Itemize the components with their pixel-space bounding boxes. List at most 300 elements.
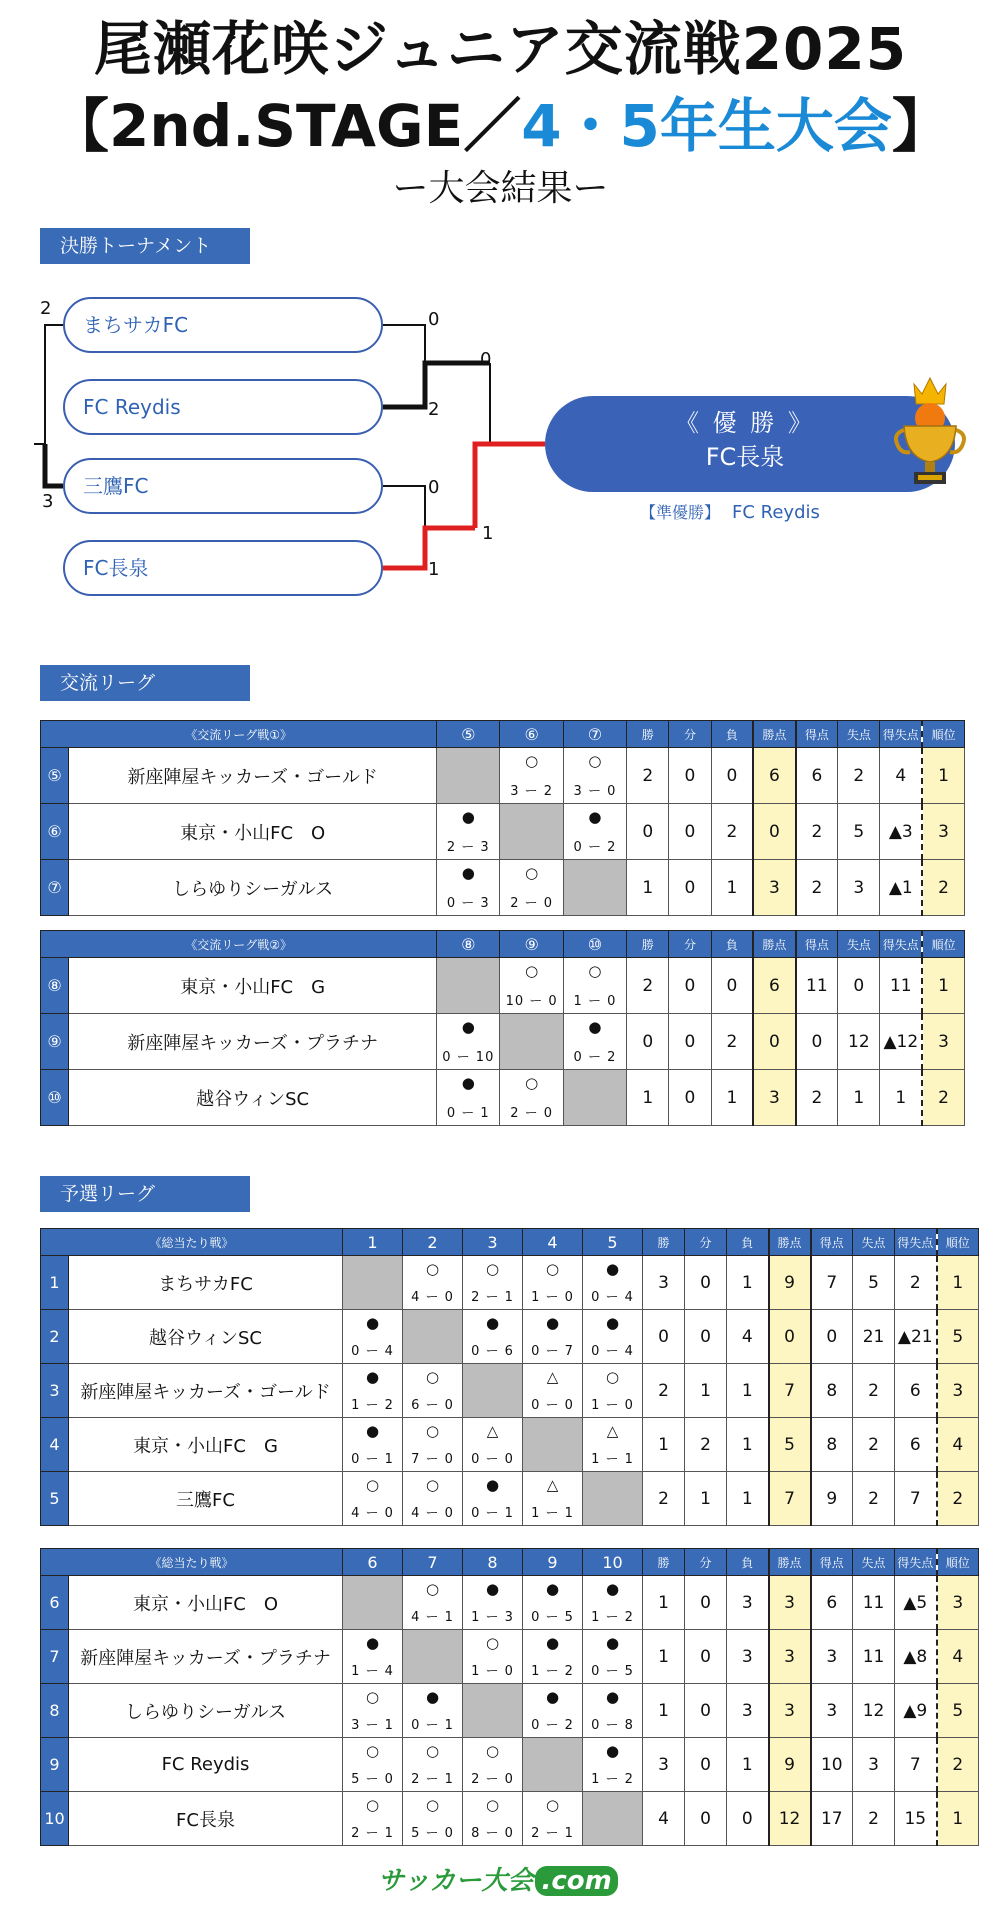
- result-mark: ○: [545, 1796, 560, 1814]
- row-number: 7: [41, 1630, 69, 1684]
- stat-goal-diff: ▲5: [895, 1576, 937, 1630]
- score-outer-top: 2: [40, 298, 52, 319]
- row-number: 4: [41, 1418, 69, 1472]
- match-result-cell: [403, 1472, 463, 1526]
- header-col-1: ⑥: [500, 721, 563, 748]
- table-row: [41, 1684, 979, 1738]
- team-name: 三鷹FC: [69, 1472, 343, 1526]
- header-stat-6: 得失点: [880, 931, 922, 958]
- result-score: 0 ー 6: [471, 1344, 514, 1359]
- score-m1-bottom: 2: [428, 399, 440, 420]
- runner-up: [640, 500, 820, 523]
- stat-wins: 1: [643, 1684, 685, 1738]
- header-stat-1: 分: [669, 721, 711, 748]
- self-match-cell: [437, 958, 500, 1014]
- stat-wins: 0: [627, 804, 669, 860]
- stat-losses: 1: [727, 1472, 769, 1526]
- self-match-cell: [463, 1684, 523, 1738]
- match-result-cell: [563, 958, 626, 1014]
- header-col-3: 4: [523, 1229, 583, 1256]
- bracket-line-final-bot: [475, 444, 545, 528]
- table-row: [41, 1310, 979, 1364]
- stat-draws: 0: [685, 1684, 727, 1738]
- result-mark: ●: [605, 1688, 620, 1706]
- subtitle-post: 】: [891, 92, 950, 160]
- stat-losses: 1: [727, 1418, 769, 1472]
- result-score: 0 ー 8: [591, 1718, 634, 1733]
- match-result-cell: [343, 1684, 403, 1738]
- stat-draws: 0: [685, 1630, 727, 1684]
- stat-draws: 0: [669, 958, 711, 1014]
- result-score: 0 ー 2: [573, 840, 617, 855]
- subtitle-pre: 【2nd.STAGE／: [51, 92, 522, 160]
- stat-rank: 5: [937, 1684, 979, 1738]
- trophy-icon: [892, 374, 968, 490]
- result-score: 1 ー 0: [531, 1290, 574, 1305]
- stat-goals-for: 7: [811, 1256, 853, 1310]
- stat-wins: 4: [643, 1792, 685, 1846]
- result-score: 2 ー 1: [471, 1290, 514, 1305]
- match-result-cell: [500, 860, 563, 916]
- match-result-cell: [583, 1256, 643, 1310]
- header-col-2: 3: [463, 1229, 523, 1256]
- header-stat-6: 得失点: [895, 1229, 937, 1256]
- stat-rank: 4: [937, 1418, 979, 1472]
- header-stat-4: 得点: [796, 721, 838, 748]
- stat-losses: 0: [727, 1792, 769, 1846]
- stat-goals-for: 11: [796, 958, 838, 1014]
- stat-goal-diff: ▲12: [880, 1014, 922, 1070]
- header-stat-5: 失点: [838, 721, 880, 748]
- team-name: しらゆりシーガルス: [69, 1684, 343, 1738]
- result-score: 2 ー 0: [510, 896, 554, 911]
- stat-goals-for: 6: [811, 1576, 853, 1630]
- self-match-cell: [463, 1364, 523, 1418]
- match-result-cell: [343, 1418, 403, 1472]
- result-score: 0 ー 5: [531, 1610, 574, 1625]
- self-match-cell: [343, 1256, 403, 1310]
- match-result-cell: [463, 1630, 523, 1684]
- result-mark: ○: [425, 1476, 440, 1494]
- stat-goals-for: 6: [796, 748, 838, 804]
- stat-points: 7: [769, 1364, 811, 1418]
- match-result-cell: [583, 1310, 643, 1364]
- stat-wins: 0: [627, 1014, 669, 1070]
- result-score: 1 ー 0: [591, 1398, 634, 1413]
- result-score: 1 ー 1: [591, 1452, 634, 1467]
- result-score: 0 ー 5: [591, 1664, 634, 1679]
- stat-points: 6: [753, 748, 795, 804]
- result-mark: ○: [545, 1260, 560, 1278]
- footer-logo-suffix: .com: [535, 1866, 617, 1896]
- match-result-cell: [437, 1014, 500, 1070]
- result-score: 1 ー 4: [351, 1664, 394, 1679]
- match-result-cell: [403, 1792, 463, 1846]
- score-final-top: 0: [480, 349, 492, 370]
- result-mark: ●: [425, 1688, 440, 1706]
- self-match-cell: [583, 1472, 643, 1526]
- result-mark: ○: [425, 1422, 440, 1440]
- result-score: 5 ー 0: [351, 1772, 394, 1787]
- header-stat-3: 勝点: [753, 721, 795, 748]
- result-score: 0 ー 4: [591, 1344, 634, 1359]
- bracket-team-3: 三鷹FC: [63, 458, 383, 514]
- result-score: 0 ー 1: [411, 1718, 454, 1733]
- header-title: 《交流リーグ戦②》: [41, 931, 437, 958]
- stat-goals-for: 17: [811, 1792, 853, 1846]
- result-mark: ○: [485, 1796, 500, 1814]
- header-stat-2: 負: [711, 721, 753, 748]
- header-title: 《交流リーグ戦①》: [41, 721, 437, 748]
- result-score: 1 ー 2: [351, 1398, 394, 1413]
- stat-goal-diff: ▲8: [895, 1630, 937, 1684]
- result-score: 0 ー 2: [531, 1718, 574, 1733]
- self-match-cell: [500, 804, 563, 860]
- result-score: 2 ー 3: [446, 840, 490, 855]
- team-name: まちサカFC: [69, 1256, 343, 1310]
- table-row: [41, 1070, 965, 1126]
- stat-draws: 1: [685, 1472, 727, 1526]
- stat-goals-against: 5: [838, 804, 880, 860]
- stat-draws: 0: [685, 1310, 727, 1364]
- stat-points: 5: [769, 1418, 811, 1472]
- match-result-cell: [463, 1256, 523, 1310]
- match-result-cell: [343, 1792, 403, 1846]
- result-score: 4 ー 0: [411, 1290, 454, 1305]
- stat-points: 9: [769, 1256, 811, 1310]
- header-stat-3: 勝点: [769, 1229, 811, 1256]
- table-header-row: [41, 721, 965, 748]
- section-qualifying-league: 予選リーグ: [40, 1176, 250, 1212]
- match-result-cell: [563, 1014, 626, 1070]
- match-result-cell: [343, 1472, 403, 1526]
- match-result-cell: [437, 1070, 500, 1126]
- stat-losses: 3: [727, 1630, 769, 1684]
- header-col-4: 10: [583, 1549, 643, 1576]
- result-score: 1 ー 0: [471, 1664, 514, 1679]
- result-mark: ●: [365, 1368, 380, 1386]
- match-result-cell: [500, 748, 563, 804]
- match-result-cell: [523, 1364, 583, 1418]
- stat-goals-for: 8: [811, 1364, 853, 1418]
- result-mark: ○: [425, 1742, 440, 1760]
- result-score: 3 ー 2: [510, 784, 554, 799]
- team-name: 新座陣屋キッカーズ・プラチナ: [69, 1014, 437, 1070]
- stat-goals-against: 5: [853, 1256, 895, 1310]
- result-score: 2 ー 1: [351, 1826, 394, 1841]
- self-match-cell: [583, 1792, 643, 1846]
- table-row: [41, 1472, 979, 1526]
- match-result-cell: [403, 1738, 463, 1792]
- match-result-cell: [403, 1576, 463, 1630]
- result-mark: ●: [545, 1314, 560, 1332]
- self-match-cell: [437, 748, 500, 804]
- self-match-cell: [563, 1070, 626, 1126]
- header-stat-0: 勝: [643, 1229, 685, 1256]
- result-score: 0 ー 2: [573, 1050, 617, 1065]
- footer-logo-text: サッカー大会: [378, 1866, 534, 1896]
- table-row: [41, 958, 965, 1014]
- result-score: 5 ー 0: [411, 1826, 454, 1841]
- header-col-2: ⑦: [563, 721, 626, 748]
- header-col-3: 9: [523, 1549, 583, 1576]
- result-score: 0 ー 7: [531, 1344, 574, 1359]
- result-mark: ●: [365, 1634, 380, 1652]
- stat-goals-against: 12: [838, 1014, 880, 1070]
- table-header-row: [41, 1229, 979, 1256]
- result-score: 2 ー 0: [471, 1772, 514, 1787]
- table-row: [41, 1014, 965, 1070]
- header-title: 《総当たり戦》: [41, 1549, 343, 1576]
- match-result-cell: [583, 1576, 643, 1630]
- stat-rank: 3: [937, 1576, 979, 1630]
- stat-rank: 3: [922, 804, 964, 860]
- result-mark: ●: [461, 1018, 475, 1036]
- header-stat-3: 勝点: [769, 1549, 811, 1576]
- result-mark: ○: [485, 1742, 500, 1760]
- match-result-cell: [523, 1792, 583, 1846]
- header-stat-5: 失点: [853, 1229, 895, 1256]
- match-result-cell: [523, 1630, 583, 1684]
- result-mark: ●: [545, 1634, 560, 1652]
- stat-draws: 0: [685, 1576, 727, 1630]
- table-row: [41, 804, 965, 860]
- team-name: しらゆりシーガルス: [69, 860, 437, 916]
- score-m2-top: 0: [428, 477, 440, 498]
- result-mark: ○: [485, 1634, 500, 1652]
- self-match-cell: [403, 1630, 463, 1684]
- stat-losses: 2: [711, 804, 753, 860]
- result-mark: △: [546, 1368, 559, 1386]
- result-mark: ○: [365, 1742, 380, 1760]
- header-col-0: ⑧: [437, 931, 500, 958]
- stat-goals-against: 0: [838, 958, 880, 1014]
- match-result-cell: [403, 1418, 463, 1472]
- stat-draws: 0: [669, 748, 711, 804]
- match-result-cell: [343, 1364, 403, 1418]
- stat-goals-against: 11: [853, 1576, 895, 1630]
- bracket-team-1: まちサカFC: [63, 297, 383, 353]
- stat-goal-diff: 6: [895, 1364, 937, 1418]
- footer-logo: [378, 1860, 618, 1897]
- bracket-team-4: FC長泉: [63, 540, 383, 596]
- result-score: 1 ー 3: [471, 1610, 514, 1625]
- stat-goals-against: 1: [838, 1070, 880, 1126]
- table-row: [41, 1738, 979, 1792]
- result-score: 0 ー 3: [446, 896, 490, 911]
- stat-goals-against: 2: [853, 1364, 895, 1418]
- stat-goal-diff: 6: [895, 1418, 937, 1472]
- stat-losses: 4: [727, 1310, 769, 1364]
- result-mark: ○: [425, 1796, 440, 1814]
- header-stat-7: 順位: [937, 1229, 979, 1256]
- stat-wins: 3: [643, 1256, 685, 1310]
- result-score: 2 ー 0: [510, 1106, 554, 1121]
- row-number: 2: [41, 1310, 69, 1364]
- row-number: 5: [41, 1472, 69, 1526]
- champion-team: FC長泉: [705, 443, 785, 471]
- match-result-cell: [563, 748, 626, 804]
- stat-goals-against: 2: [853, 1418, 895, 1472]
- stat-goal-diff: 4: [880, 748, 922, 804]
- stat-points: 3: [769, 1630, 811, 1684]
- stat-goals-for: 9: [811, 1472, 853, 1526]
- header-stat-4: 得点: [796, 931, 838, 958]
- result-mark: ●: [461, 1074, 475, 1092]
- header-col-1: 7: [403, 1549, 463, 1576]
- stat-losses: 0: [711, 748, 753, 804]
- match-result-cell: [563, 804, 626, 860]
- stat-draws: 0: [669, 1014, 711, 1070]
- header-stat-1: 分: [685, 1549, 727, 1576]
- match-result-cell: [523, 1472, 583, 1526]
- header-stat-6: 得失点: [895, 1549, 937, 1576]
- stat-goals-for: 0: [811, 1310, 853, 1364]
- stat-goals-against: 11: [853, 1630, 895, 1684]
- self-match-cell: [563, 860, 626, 916]
- stat-draws: 0: [685, 1792, 727, 1846]
- result-score: 3 ー 0: [573, 784, 617, 799]
- stat-rank: 1: [922, 958, 964, 1014]
- result-score: 3 ー 1: [351, 1718, 394, 1733]
- match-result-cell: [583, 1684, 643, 1738]
- result-score: 4 ー 0: [411, 1506, 454, 1521]
- table-row: [41, 1630, 979, 1684]
- result-mark: ●: [545, 1580, 560, 1598]
- match-result-cell: [403, 1364, 463, 1418]
- bracket-team-2: FC Reydis: [63, 379, 383, 435]
- header-col-0: ⑤: [437, 721, 500, 748]
- team-name: 東京・小山FC G: [69, 1418, 343, 1472]
- match-result-cell: [343, 1310, 403, 1364]
- result-score: 0 ー 4: [591, 1290, 634, 1305]
- match-result-cell: [463, 1472, 523, 1526]
- stat-goal-diff: 7: [895, 1738, 937, 1792]
- result-mark: ○: [605, 1368, 620, 1386]
- header-stat-1: 分: [685, 1229, 727, 1256]
- stat-points: 7: [769, 1472, 811, 1526]
- result-score: 4 ー 1: [411, 1610, 454, 1625]
- row-number: ⑩: [41, 1070, 69, 1126]
- stat-goals-for: 3: [811, 1630, 853, 1684]
- stat-losses: 2: [711, 1014, 753, 1070]
- result-mark: △: [486, 1422, 499, 1440]
- result-score: 2 ー 1: [411, 1772, 454, 1787]
- stat-draws: 0: [669, 1070, 711, 1126]
- stat-goal-diff: 7: [895, 1472, 937, 1526]
- row-number: ⑤: [41, 748, 69, 804]
- match-result-cell: [343, 1630, 403, 1684]
- stat-points: 3: [753, 1070, 795, 1126]
- section-final-tournament: 決勝トーナメント: [40, 228, 250, 264]
- row-number: 8: [41, 1684, 69, 1738]
- stat-points: 12: [769, 1792, 811, 1846]
- match-result-cell: [583, 1738, 643, 1792]
- stat-goal-diff: ▲9: [895, 1684, 937, 1738]
- stat-wins: 1: [643, 1576, 685, 1630]
- result-mark: ○: [525, 962, 539, 980]
- header-stat-7: 順位: [922, 721, 964, 748]
- stat-rank: 2: [922, 1070, 964, 1126]
- header-stat-7: 順位: [937, 1549, 979, 1576]
- result-mark: ○: [525, 864, 539, 882]
- header-stat-7: 順位: [922, 931, 964, 958]
- result-mark: ○: [588, 752, 602, 770]
- stat-draws: 0: [685, 1738, 727, 1792]
- team-name: 新座陣屋キッカーズ・プラチナ: [69, 1630, 343, 1684]
- qualifying-league-table-2: [40, 1548, 979, 1846]
- match-result-cell: [523, 1310, 583, 1364]
- stat-goals-for: 8: [811, 1418, 853, 1472]
- result-score: 0 ー 0: [471, 1452, 514, 1467]
- result-mark: ○: [525, 1074, 539, 1092]
- result-mark: ○: [365, 1796, 380, 1814]
- result-mark: △: [546, 1476, 559, 1494]
- stat-wins: 1: [643, 1418, 685, 1472]
- table-row: [41, 1792, 979, 1846]
- team-name: 越谷ウィンSC: [69, 1310, 343, 1364]
- team-name: 東京・小山FC O: [69, 804, 437, 860]
- stat-losses: 1: [711, 1070, 753, 1126]
- team-name: FC Reydis: [69, 1738, 343, 1792]
- stat-goal-diff: ▲1: [880, 860, 922, 916]
- result-score: 8 ー 0: [471, 1826, 514, 1841]
- stat-goals-for: 2: [796, 804, 838, 860]
- stat-goal-diff: 15: [895, 1792, 937, 1846]
- result-score: 0 ー 4: [351, 1344, 394, 1359]
- result-mark: ●: [605, 1314, 620, 1332]
- stat-wins: 2: [643, 1472, 685, 1526]
- result-score: 4 ー 0: [351, 1506, 394, 1521]
- result-mark: ●: [605, 1742, 620, 1760]
- stat-losses: 3: [727, 1684, 769, 1738]
- bracket-line-m2-top: [383, 486, 425, 528]
- stat-wins: 2: [643, 1364, 685, 1418]
- self-match-cell: [403, 1310, 463, 1364]
- stat-goals-against: 12: [853, 1684, 895, 1738]
- result-score: 7 ー 0: [411, 1452, 454, 1467]
- self-match-cell: [523, 1418, 583, 1472]
- result-mark: ●: [461, 808, 475, 826]
- header-col-4: 5: [583, 1229, 643, 1256]
- stat-wins: 3: [643, 1738, 685, 1792]
- header-col-1: ⑨: [500, 931, 563, 958]
- stat-goals-against: 2: [853, 1472, 895, 1526]
- result-mark: △: [606, 1422, 619, 1440]
- stat-goals-against: 3: [838, 860, 880, 916]
- stat-rank: 2: [937, 1472, 979, 1526]
- row-number: 10: [41, 1792, 69, 1846]
- subtitle-blue: 4・5年生大会: [521, 92, 892, 160]
- header-stat-4: 得点: [811, 1229, 853, 1256]
- match-result-cell: [500, 1070, 563, 1126]
- header-col-0: 6: [343, 1549, 403, 1576]
- result-mark: ●: [485, 1580, 500, 1598]
- result-mark: ○: [485, 1260, 500, 1278]
- table-row: [41, 1418, 979, 1472]
- match-result-cell: [463, 1792, 523, 1846]
- result-score: 0 ー 1: [471, 1506, 514, 1521]
- stat-points: 3: [769, 1684, 811, 1738]
- self-match-cell: [343, 1576, 403, 1630]
- score-m2-bottom: 1: [428, 559, 440, 580]
- match-result-cell: [437, 804, 500, 860]
- header-stat-0: 勝: [643, 1549, 685, 1576]
- stat-wins: 0: [643, 1310, 685, 1364]
- match-result-cell: [583, 1418, 643, 1472]
- stat-goal-diff: ▲21: [895, 1310, 937, 1364]
- stat-rank: 1: [937, 1792, 979, 1846]
